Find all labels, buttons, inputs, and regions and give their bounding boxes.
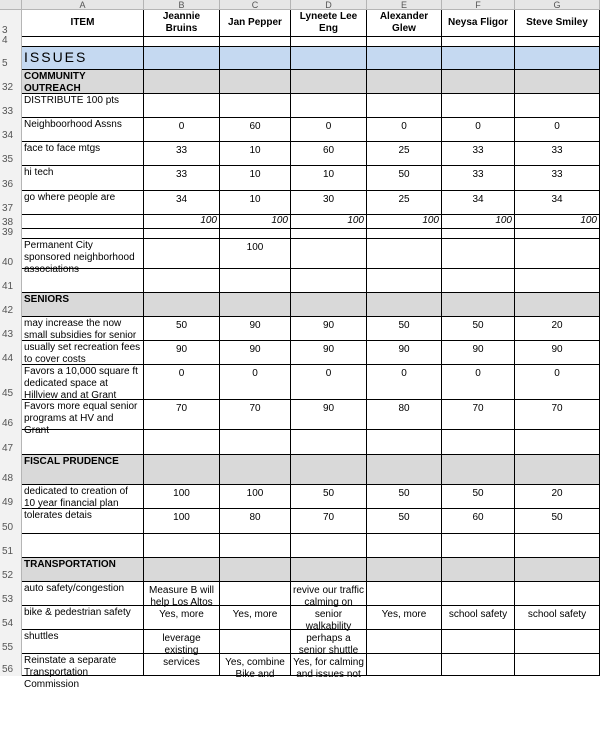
value-cell[interactable]: 70 — [442, 400, 515, 430]
value-cell[interactable] — [144, 239, 220, 269]
cell[interactable] — [22, 37, 144, 47]
cell[interactable] — [22, 430, 144, 455]
value-cell[interactable]: 90 — [220, 317, 291, 341]
row-header-42[interactable] — [0, 293, 22, 317]
value-cell[interactable] — [220, 582, 291, 606]
row-header-49[interactable] — [0, 485, 22, 509]
value-cell[interactable]: 90 — [367, 341, 442, 365]
cell[interactable] — [442, 229, 515, 239]
item-label[interactable]: dedicated to creation of 10 year financial plan — [22, 485, 144, 509]
value-cell[interactable] — [442, 654, 515, 676]
cell[interactable] — [515, 455, 600, 485]
cell[interactable] — [442, 455, 515, 485]
row-number: 5 — [2, 58, 8, 69]
row-header-35[interactable] — [0, 142, 22, 166]
value-cell[interactable]: 50 — [144, 317, 220, 341]
value-cell[interactable] — [515, 630, 600, 654]
value-cell[interactable]: 0 — [220, 365, 291, 400]
row-header-41[interactable] — [0, 269, 22, 293]
cell[interactable] — [220, 70, 291, 94]
row-header-52[interactable] — [0, 558, 22, 582]
cell[interactable] — [291, 534, 367, 558]
row-number: 47 — [2, 443, 14, 454]
value-cell[interactable] — [367, 94, 442, 118]
cell[interactable] — [22, 269, 144, 293]
cell[interactable] — [442, 37, 515, 47]
candidate-header[interactable]: Steve Smiley — [515, 10, 600, 37]
value-cell[interactable]: 34 — [515, 191, 600, 215]
row-header-51[interactable] — [0, 534, 22, 558]
cell[interactable] — [144, 269, 220, 293]
item-label[interactable]: Permanent City sponsored neighborhood associations — [22, 239, 144, 269]
row-header-37[interactable] — [0, 191, 22, 215]
row-header-3[interactable] — [0, 10, 22, 37]
value-cell[interactable]: 100 — [144, 509, 220, 534]
cell[interactable] — [367, 293, 442, 317]
value-cell[interactable]: Yes, more — [367, 606, 442, 630]
value-cell[interactable]: 25 — [367, 191, 442, 215]
value-cell[interactable]: 34 — [442, 191, 515, 215]
cell[interactable] — [367, 47, 442, 70]
row-number: 39 — [2, 227, 14, 238]
value-cell[interactable]: 60 — [220, 118, 291, 142]
cell[interactable] — [515, 70, 600, 94]
cell[interactable] — [515, 430, 600, 455]
value-cell[interactable]: 50 — [442, 485, 515, 509]
cell[interactable] — [442, 430, 515, 455]
value-cell[interactable]: 10 — [220, 191, 291, 215]
value-cell[interactable]: 50 — [367, 509, 442, 534]
candidate-header[interactable]: Alexander Glew — [367, 10, 442, 37]
value-cell[interactable]: senior walkability — [291, 606, 367, 630]
row-header-56[interactable] — [0, 654, 22, 676]
candidate-header[interactable]: Jeannie Bruins — [144, 10, 220, 37]
cell[interactable] — [367, 229, 442, 239]
item-label[interactable]: shuttles — [22, 630, 144, 654]
item-label[interactable]: tolerates detais — [22, 509, 144, 534]
cell[interactable] — [220, 229, 291, 239]
cell[interactable] — [22, 229, 144, 239]
cell[interactable] — [144, 37, 220, 47]
cell[interactable] — [442, 70, 515, 94]
cell[interactable] — [144, 47, 220, 70]
cell[interactable] — [442, 293, 515, 317]
row-number: 45 — [2, 388, 14, 399]
cell[interactable] — [515, 293, 600, 317]
total-cell[interactable]: 100 — [442, 215, 515, 229]
value-cell[interactable] — [442, 239, 515, 269]
item-label[interactable]: go where people are — [22, 191, 144, 215]
cell[interactable] — [220, 37, 291, 47]
total-cell[interactable]: 100 — [515, 215, 600, 229]
value-cell[interactable]: 33 — [515, 142, 600, 166]
section-title[interactable]: FISCAL PRUDENCE — [22, 455, 144, 485]
column-header-b[interactable]: B — [144, 0, 220, 10]
item-label[interactable]: Favors a 10,000 square ft dedicated space at Hillview and at Grant — [22, 365, 144, 400]
issues-title[interactable]: ISSUES — [22, 47, 144, 70]
row-header-4[interactable] — [0, 37, 22, 47]
column-header-g[interactable]: G — [515, 0, 600, 10]
cell[interactable] — [220, 430, 291, 455]
row-header-33[interactable] — [0, 94, 22, 118]
value-cell[interactable]: 50 — [367, 317, 442, 341]
row-number: 44 — [2, 353, 14, 364]
cell[interactable] — [22, 534, 144, 558]
value-cell[interactable]: Yes, more — [220, 606, 291, 630]
row-header-44[interactable] — [0, 341, 22, 365]
value-cell[interactable]: 10 — [220, 142, 291, 166]
value-cell[interactable]: 20 — [515, 485, 600, 509]
item-label[interactable]: DISTRIBUTE 100 pts — [22, 94, 144, 118]
cell[interactable] — [144, 534, 220, 558]
row-number: 38 — [2, 217, 14, 228]
row-header-53[interactable] — [0, 582, 22, 606]
value-cell[interactable]: 10 — [291, 166, 367, 191]
cell[interactable] — [291, 430, 367, 455]
row-number: 42 — [2, 305, 14, 316]
row-header-48[interactable] — [0, 455, 22, 485]
total-cell[interactable]: 100 — [144, 215, 220, 229]
value-cell[interactable] — [442, 94, 515, 118]
value-cell[interactable]: 100 — [220, 239, 291, 269]
value-cell[interactable] — [367, 630, 442, 654]
value-cell[interactable] — [367, 239, 442, 269]
value-cell[interactable] — [144, 654, 220, 676]
value-cell[interactable]: 50 — [367, 485, 442, 509]
item-label[interactable]: face to face mtgs — [22, 142, 144, 166]
value-cell[interactable]: 34 — [144, 191, 220, 215]
value-cell[interactable]: 0 — [144, 365, 220, 400]
cell[interactable] — [515, 558, 600, 582]
section-title[interactable]: TRANSPORTATION — [22, 558, 144, 582]
row-number: 50 — [2, 522, 14, 533]
value-cell[interactable]: 0 — [367, 365, 442, 400]
cell[interactable] — [144, 558, 220, 582]
row-header-46[interactable] — [0, 400, 22, 430]
value-cell[interactable]: 70 — [515, 400, 600, 430]
cell[interactable] — [367, 455, 442, 485]
item-label[interactable]: Neighboorhood Assns — [22, 118, 144, 142]
item-label[interactable]: auto safety/congestion — [22, 582, 144, 606]
value-cell[interactable]: 0 — [144, 118, 220, 142]
row-number: 40 — [2, 257, 14, 268]
value-cell[interactable] — [442, 582, 515, 606]
row-number: 3 — [2, 25, 8, 36]
section-title[interactable]: COMMUNITY OUTREACH — [22, 70, 144, 94]
cell[interactable] — [442, 47, 515, 70]
value-cell[interactable]: 60 — [442, 509, 515, 534]
cell[interactable] — [291, 293, 367, 317]
value-cell[interactable] — [442, 630, 515, 654]
value-cell[interactable]: perhaps a senior shuttle — [291, 630, 367, 654]
value-cell[interactable]: 90 — [442, 341, 515, 365]
row-header-43[interactable] — [0, 317, 22, 341]
cell[interactable] — [515, 37, 600, 47]
value-cell[interactable]: 90 — [515, 341, 600, 365]
row-number: 35 — [2, 154, 14, 165]
total-cell[interactable]: 100 — [291, 215, 367, 229]
cell[interactable] — [367, 269, 442, 293]
cell[interactable] — [367, 534, 442, 558]
row-number: 52 — [2, 570, 14, 581]
row-number: 51 — [2, 546, 14, 557]
value-cell[interactable]: 70 — [291, 509, 367, 534]
column-header-e[interactable]: E — [367, 0, 442, 10]
cell[interactable] — [144, 229, 220, 239]
cell[interactable] — [144, 430, 220, 455]
cell[interactable] — [515, 534, 600, 558]
cell[interactable] — [291, 37, 367, 47]
candidate-header[interactable]: Jan Pepper — [220, 10, 291, 37]
value-cell[interactable]: 20 — [515, 317, 600, 341]
row-header-54[interactable] — [0, 606, 22, 630]
row-number: 32 — [2, 82, 14, 93]
cell[interactable] — [291, 47, 367, 70]
row-number: 49 — [2, 497, 14, 508]
value-cell[interactable]: 0 — [442, 365, 515, 400]
value-cell[interactable]: 33 — [442, 166, 515, 191]
value-cell[interactable]: Yes, for calming and issues not — [291, 654, 367, 676]
value-cell[interactable]: 90 — [291, 400, 367, 430]
value-cell[interactable] — [220, 94, 291, 118]
value-cell[interactable]: 0 — [367, 118, 442, 142]
cell[interactable] — [291, 455, 367, 485]
total-cell[interactable]: 100 — [220, 215, 291, 229]
value-cell[interactable] — [367, 654, 442, 676]
cell[interactable] — [442, 558, 515, 582]
row-header-34[interactable] — [0, 118, 22, 142]
value-cell[interactable]: 70 — [220, 400, 291, 430]
value-cell[interactable]: 60 — [291, 142, 367, 166]
value-cell[interactable]: 90 — [144, 341, 220, 365]
item-label[interactable]: usually set recreation fees to cover costs — [22, 341, 144, 365]
item-header[interactable]: ITEM — [22, 10, 144, 37]
cell[interactable] — [22, 215, 144, 229]
value-cell[interactable]: 33 — [144, 142, 220, 166]
cell[interactable] — [515, 47, 600, 70]
column-header-d[interactable]: D — [291, 0, 367, 10]
value-cell[interactable]: 80 — [220, 509, 291, 534]
cell[interactable] — [367, 558, 442, 582]
cell[interactable] — [220, 47, 291, 70]
row-number: 34 — [2, 130, 14, 141]
cell[interactable] — [515, 269, 600, 293]
value-cell[interactable]: 70 — [144, 400, 220, 430]
row-header-39[interactable] — [0, 229, 22, 239]
row-number: 33 — [2, 106, 14, 117]
cell[interactable] — [367, 430, 442, 455]
cell[interactable] — [220, 558, 291, 582]
value-cell[interactable]: 50 — [442, 317, 515, 341]
row-number: 55 — [2, 642, 14, 653]
section-title[interactable]: SENIORS — [22, 293, 144, 317]
value-cell[interactable]: 50 — [515, 509, 600, 534]
value-cell[interactable] — [291, 239, 367, 269]
value-cell[interactable] — [515, 239, 600, 269]
value-cell[interactable]: 100 — [144, 485, 220, 509]
row-number: 46 — [2, 418, 14, 429]
cell[interactable] — [291, 558, 367, 582]
value-cell[interactable]: school safety — [442, 606, 515, 630]
value-cell[interactable]: 80 — [367, 400, 442, 430]
row-header-55[interactable] — [0, 630, 22, 654]
row-number: 43 — [2, 329, 14, 340]
column-header-a[interactable]: A — [22, 0, 144, 10]
candidate-header[interactable]: Lyneete Lee Eng — [291, 10, 367, 37]
column-header-c[interactable]: C — [220, 0, 291, 10]
column-header-f[interactable]: F — [442, 0, 515, 10]
row-number: 48 — [2, 473, 14, 484]
cell[interactable] — [144, 293, 220, 317]
cell[interactable] — [220, 455, 291, 485]
value-cell[interactable]: 0 — [291, 365, 367, 400]
item-label[interactable]: Favors more equal senior programs at HV and Grant — [22, 400, 144, 430]
value-cell[interactable]: 100 — [220, 485, 291, 509]
value-cell[interactable]: 0 — [291, 118, 367, 142]
value-cell[interactable] — [515, 654, 600, 676]
value-cell[interactable]: Yes, combine Bike and — [220, 654, 291, 676]
value-cell[interactable]: 90 — [220, 341, 291, 365]
corner-cell[interactable] — [0, 0, 22, 10]
value-cell[interactable]: 0 — [515, 365, 600, 400]
row-number: 37 — [2, 203, 14, 214]
row-header-32[interactable] — [0, 70, 22, 94]
value-cell[interactable]: revive our traffic calming on — [291, 582, 367, 606]
row-header-50[interactable] — [0, 509, 22, 534]
value-cell[interactable] — [515, 582, 600, 606]
cell[interactable] — [442, 269, 515, 293]
cell[interactable] — [291, 70, 367, 94]
row-header-45[interactable] — [0, 365, 22, 400]
cell[interactable] — [220, 269, 291, 293]
value-cell[interactable]: 33 — [144, 166, 220, 191]
value-cell[interactable]: 50 — [367, 166, 442, 191]
cell[interactable] — [442, 534, 515, 558]
value-cell[interactable] — [515, 94, 600, 118]
value-cell[interactable] — [367, 582, 442, 606]
value-cell[interactable] — [220, 630, 291, 654]
value-cell[interactable]: 33 — [515, 166, 600, 191]
item-label[interactable]: hi tech — [22, 166, 144, 191]
cell[interactable] — [367, 37, 442, 47]
row-number: 36 — [2, 179, 14, 190]
value-cell[interactable]: 25 — [367, 142, 442, 166]
value-cell[interactable]: 50 — [291, 485, 367, 509]
cell[interactable] — [220, 293, 291, 317]
value-cell[interactable] — [291, 94, 367, 118]
item-label[interactable]: bike & pedestrian safety — [22, 606, 144, 630]
total-cell[interactable]: 100 — [367, 215, 442, 229]
cell[interactable] — [291, 229, 367, 239]
cell[interactable] — [515, 229, 600, 239]
cell[interactable] — [144, 70, 220, 94]
cell[interactable] — [144, 455, 220, 485]
row-number: 54 — [2, 618, 14, 629]
value-cell[interactable] — [144, 94, 220, 118]
value-cell[interactable]: Measure B will help Los Altos — [144, 582, 220, 606]
row-number: 53 — [2, 594, 14, 605]
value-cell[interactable]: 30 — [291, 191, 367, 215]
value-cell[interactable]: 33 — [442, 142, 515, 166]
value-cell[interactable]: 90 — [291, 341, 367, 365]
row-header-40[interactable] — [0, 239, 22, 269]
cell[interactable] — [291, 269, 367, 293]
item-label[interactable]: Reinstate a separate Transportation Commission — [22, 654, 144, 676]
row-number: 56 — [2, 664, 14, 675]
item-label[interactable]: may increase the now small subsidies for senior — [22, 317, 144, 341]
value-cell[interactable]: 0 — [442, 118, 515, 142]
row-number: 4 — [2, 35, 8, 46]
value-cell[interactable]: 90 — [291, 317, 367, 341]
value-cell[interactable]: Yes, more — [144, 606, 220, 630]
value-cell[interactable]: leverage existing services — [144, 630, 220, 654]
candidate-header[interactable]: Neysa Fligor — [442, 10, 515, 37]
cell[interactable] — [220, 534, 291, 558]
value-cell[interactable]: school safety — [515, 606, 600, 630]
row-header-5[interactable] — [0, 47, 22, 70]
cell[interactable] — [367, 70, 442, 94]
row-header-36[interactable] — [0, 166, 22, 191]
value-cell[interactable]: 0 — [515, 118, 600, 142]
row-header-47[interactable] — [0, 430, 22, 455]
value-cell[interactable]: 10 — [220, 166, 291, 191]
row-number: 41 — [2, 281, 14, 292]
